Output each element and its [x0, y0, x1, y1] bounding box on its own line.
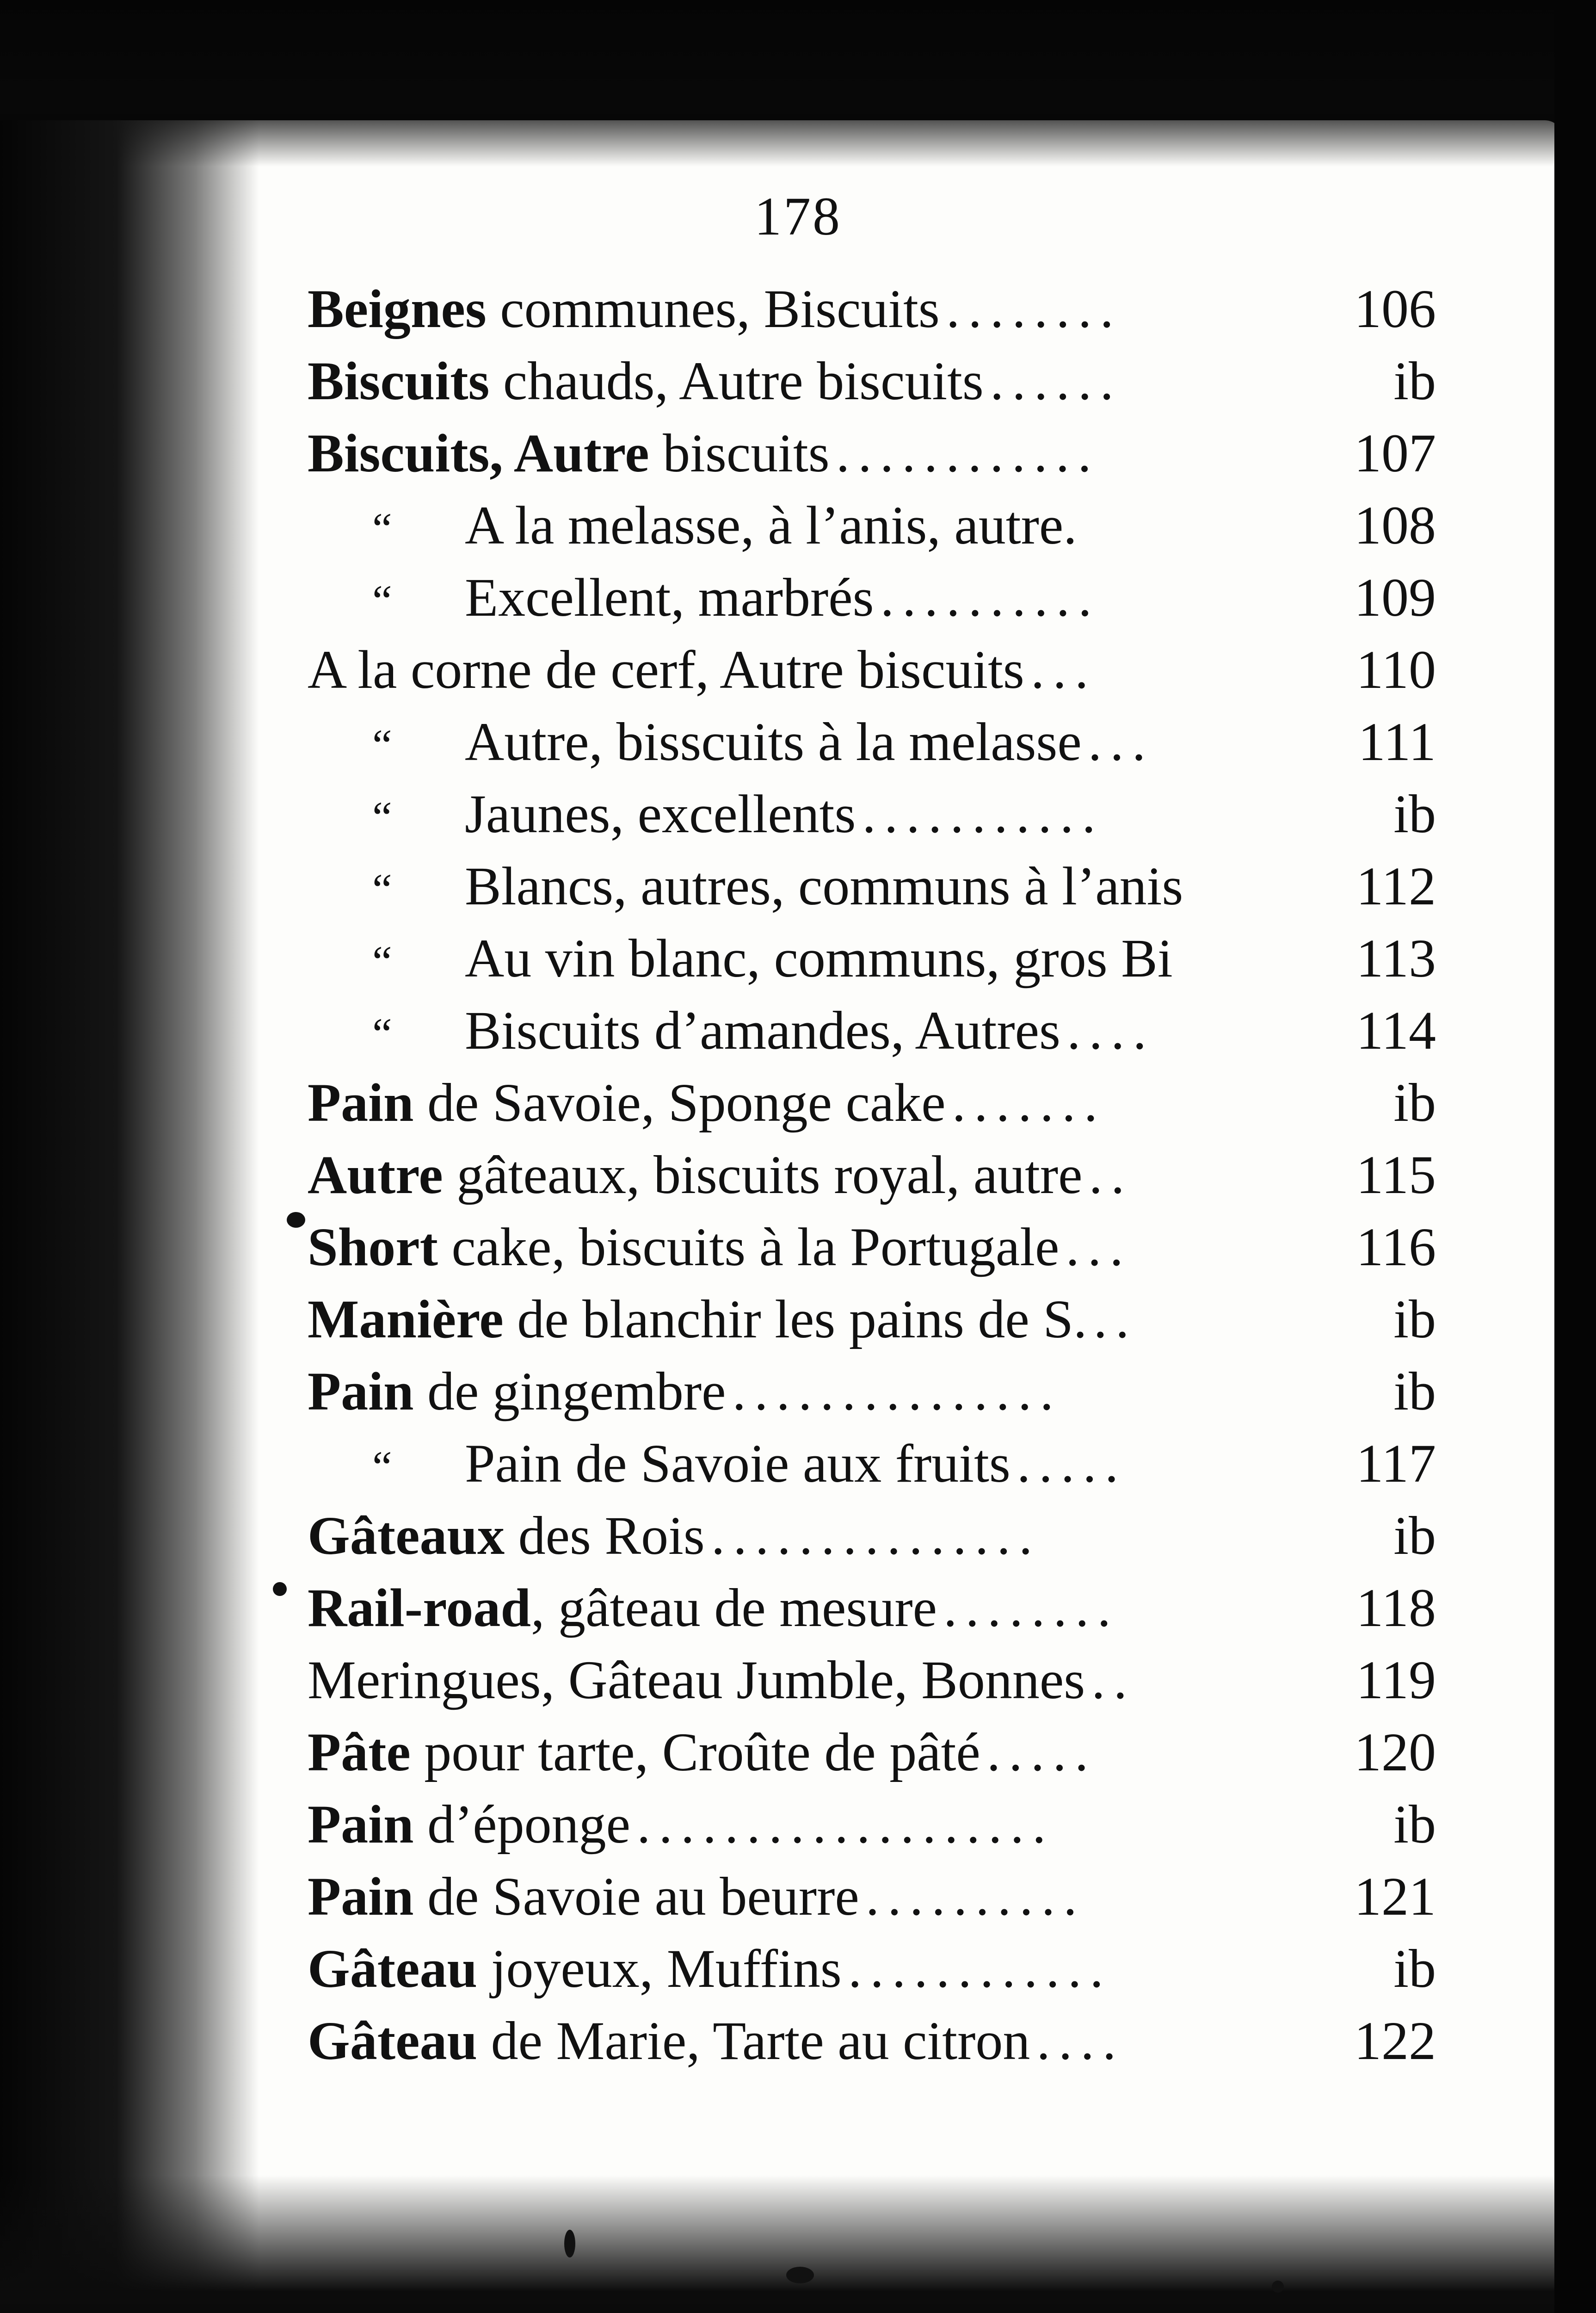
page-reference: 115 — [1356, 1144, 1436, 1205]
dot-leader: .......... — [865, 1866, 1085, 1927]
dot-leader: ............ — [848, 1938, 1112, 1999]
entry-title-text: A la melasse, à l’anis, autre. — [465, 495, 1077, 556]
toc-entry — [308, 562, 1436, 634]
dot-leader: .. — [1093, 1289, 1138, 1349]
toc-entry — [308, 1139, 1436, 1211]
dot-leader: ..... — [986, 1722, 1097, 1782]
entry-title-text: A la corne de cerf, Autre biscuits — [308, 639, 1024, 700]
dot-leader: .. — [1091, 1650, 1136, 1710]
entry-title — [308, 345, 984, 417]
entry-title-text: Au vin blanc, communs, gros Bi — [465, 928, 1173, 989]
toc-entry — [308, 1283, 1436, 1355]
entry-title-text: biscuits — [649, 423, 830, 483]
toc-entry — [308, 1355, 1436, 1428]
entry-title-text: Jaunes, excellents — [465, 784, 856, 844]
page-reference: 122 — [1354, 2010, 1436, 2071]
entry-title-text: , gâteau de mesure — [530, 1577, 937, 1638]
dot-leader: ............... — [732, 1361, 1062, 1422]
toc-entry — [308, 1572, 1436, 1644]
entry-title-text: Excellent, marbrés — [465, 567, 874, 628]
entry-title-bold: Pain — [308, 1072, 414, 1133]
page-number: 178 — [754, 186, 842, 247]
page-reference: ib — [1393, 1938, 1436, 1999]
entry-title-bold: Gâteaux — [308, 1505, 505, 1566]
toc-entry — [308, 1716, 1436, 1788]
scan-edge-left — [0, 120, 259, 2294]
dot-leader: ... — [1030, 639, 1097, 700]
ditto-mark: “ — [372, 865, 392, 914]
page-reference: 120 — [1354, 1722, 1436, 1782]
entry-title-text: Pain de Savoie aux fruits — [465, 1433, 1011, 1494]
ditto-mark: “ — [372, 792, 392, 842]
page-reference: 107 — [1354, 423, 1436, 483]
ditto-mark: “ — [372, 576, 392, 625]
entry-title-text: Meringues, Gâteau Jumble, Bonnes — [308, 1650, 1085, 1710]
toc-entry — [308, 922, 1436, 995]
entry-title — [308, 1283, 1087, 1355]
entry-title — [308, 1644, 1085, 1716]
entry-title — [465, 995, 1060, 1067]
toc-entry — [308, 2005, 1436, 2077]
entry-title — [308, 1716, 980, 1788]
page-reference: 119 — [1356, 1650, 1436, 1710]
ditto-mark: “ — [372, 937, 392, 986]
entry-title-bold: Rail-road — [308, 1577, 531, 1638]
page-reference: 117 — [1356, 1433, 1436, 1494]
scan-edge-right — [1554, 0, 1596, 2313]
entry-title — [465, 1428, 1011, 1500]
ink-speck — [564, 2230, 575, 2257]
entry-title-bold: Biscuits — [308, 351, 490, 411]
ditto-mark: “ — [372, 504, 392, 553]
toc-entry — [308, 1788, 1436, 1861]
toc-entry — [308, 850, 1436, 922]
page-reference: 110 — [1356, 639, 1436, 700]
entry-title — [465, 706, 1082, 778]
entry-title-bold: Autre — [308, 1144, 443, 1205]
toc-entry — [308, 1067, 1436, 1139]
entry-title-bold: Manière — [308, 1289, 504, 1349]
toc-entry — [308, 634, 1436, 706]
page-reference: ib — [1393, 784, 1436, 844]
toc-entry — [308, 778, 1436, 850]
entry-title — [308, 1067, 946, 1139]
entry-title-text: cake, biscuits à la Portugale — [438, 1217, 1060, 1277]
page-reference: 116 — [1356, 1217, 1436, 1277]
entry-title — [308, 1139, 1083, 1211]
page-reference: ib — [1393, 1794, 1436, 1855]
ink-speck — [1272, 2281, 1284, 2293]
entry-title — [308, 634, 1024, 706]
entry-title-bold: Pain — [308, 1866, 414, 1927]
entry-title-text: gâteaux, biscuits royal, autre — [443, 1144, 1083, 1205]
page-reference: 118 — [1356, 1577, 1436, 1638]
entry-title — [308, 417, 830, 489]
toc-entry — [308, 1861, 1436, 1933]
toc-entry — [308, 345, 1436, 417]
entry-title-text: de Savoie, Sponge cake — [413, 1072, 946, 1133]
dot-leader: ....... — [952, 1072, 1106, 1133]
dot-leader: .... — [1036, 2010, 1125, 2071]
page-reference: 109 — [1354, 567, 1436, 628]
entry-title — [308, 1861, 859, 1933]
page-reference: ib — [1393, 1361, 1436, 1422]
entry-title — [465, 489, 1077, 562]
dot-leader: ................... — [637, 1794, 1054, 1855]
entry-title — [465, 850, 1183, 922]
entry-title — [465, 562, 874, 634]
ditto-mark: “ — [372, 1442, 392, 1491]
toc-entry — [308, 417, 1436, 489]
entry-title-bold: Short — [308, 1217, 438, 1277]
dot-leader: ............... — [711, 1505, 1041, 1566]
dot-leader: ........ — [943, 1577, 1119, 1638]
entry-title-text: chauds, Autre biscuits — [489, 351, 984, 411]
entry-title — [465, 778, 856, 850]
dot-leader: ...... — [990, 351, 1122, 411]
ink-speck — [287, 1212, 305, 1228]
entry-title-bold: Beignes — [308, 278, 487, 339]
entry-title-bold: Biscuits, Autre — [308, 423, 649, 483]
entry-title — [308, 1788, 630, 1861]
dot-leader: ........... — [862, 784, 1104, 844]
ink-speck — [786, 2267, 814, 2283]
entry-title — [308, 1933, 842, 2005]
entry-title-bold: Pâte — [308, 1722, 411, 1782]
dot-leader: ............ — [836, 423, 1100, 483]
entry-title-text: de gingembre — [413, 1361, 726, 1422]
toc-entry — [308, 1644, 1436, 1716]
ditto-mark: “ — [372, 720, 392, 770]
toc-entry — [308, 1428, 1436, 1500]
dot-leader: ... — [1088, 711, 1154, 772]
page-reference: 121 — [1354, 1866, 1436, 1927]
page-reference: 112 — [1356, 856, 1436, 916]
dot-leader: ..... — [1017, 1433, 1127, 1494]
entry-title-text: Blancs, autres, communs à l’anis — [465, 856, 1183, 916]
entry-title — [308, 1211, 1059, 1283]
entry-title — [308, 2005, 1030, 2077]
page-reference: 106 — [1354, 278, 1436, 339]
toc-entry — [308, 1933, 1436, 2005]
ditto-mark: “ — [372, 1009, 392, 1058]
toc-entry — [308, 995, 1436, 1067]
entry-title-text: pour tarte, Croûte de pâté — [410, 1722, 980, 1782]
entry-title-bold: Pain — [308, 1794, 414, 1855]
entry-title-text: de Marie, Tarte au citron — [477, 2010, 1030, 2071]
entry-title-text: de blanchir les pains de S. — [503, 1289, 1087, 1349]
dot-leader: .. — [1089, 1144, 1133, 1205]
page-reference: ib — [1393, 1072, 1436, 1133]
toc-entry — [308, 706, 1436, 778]
page-reference: 114 — [1356, 1000, 1436, 1061]
entry-title-text: communes, Biscuits — [486, 278, 940, 339]
entry-title — [465, 922, 1173, 995]
entry-title-bold: Pain — [308, 1361, 414, 1422]
scan-edge-bottom — [0, 2175, 1596, 2313]
toc-entry — [308, 1500, 1436, 1572]
page-reference: ib — [1393, 1505, 1436, 1566]
dot-leader: ... — [1066, 1217, 1132, 1277]
entry-title — [308, 1355, 726, 1428]
entry-title-text: Biscuits d’amandes, Autres — [465, 1000, 1060, 1061]
entry-title-text: Autre, bisscuits à la melasse — [465, 711, 1082, 772]
ink-speck — [273, 1582, 287, 1596]
toc-entry — [308, 489, 1436, 562]
entry-title-text: joyeux, Muffins — [477, 1938, 842, 1999]
entry-title-bold: Gâteau — [308, 1938, 478, 1999]
entry-title — [308, 273, 940, 345]
dot-leader: .... — [1066, 1000, 1155, 1061]
page-reference: ib — [1393, 351, 1436, 411]
entry-title-text: de Savoie au beurre — [413, 1866, 859, 1927]
page-reference: 111 — [1358, 711, 1436, 772]
entry-title-text: d’éponge — [413, 1794, 631, 1855]
dot-leader: .......... — [880, 567, 1100, 628]
toc-entry — [308, 273, 1436, 345]
table-of-contents — [308, 273, 1436, 2077]
toc-entry — [308, 1211, 1436, 1283]
page-reference: ib — [1393, 1289, 1436, 1349]
entry-title-bold: Gâteau — [308, 2010, 478, 2071]
dot-leader: ........ — [946, 278, 1122, 339]
entry-title — [308, 1500, 705, 1572]
page-reference: 113 — [1356, 928, 1436, 989]
entry-title — [308, 1572, 937, 1644]
page-reference: 108 — [1354, 495, 1436, 556]
entry-title-text: des Rois — [505, 1505, 705, 1566]
